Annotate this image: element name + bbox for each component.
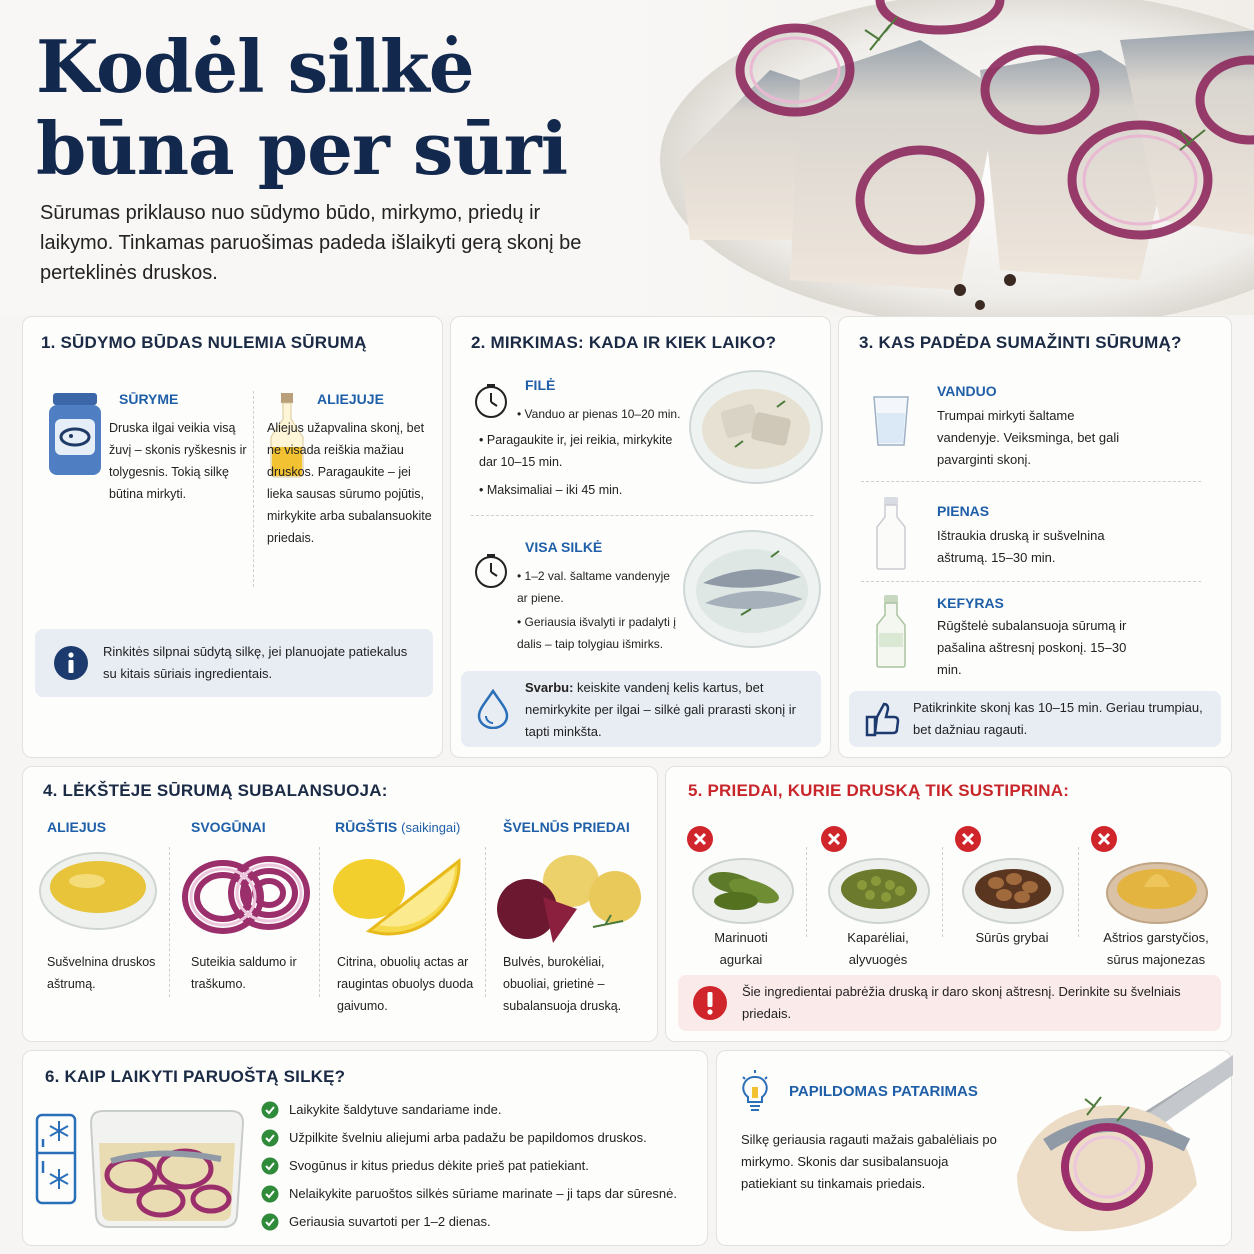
storage-item: Užpilkite švelniu aliejumi arba padažu be papildomos druskos. <box>289 1130 647 1145</box>
oil-heading: ALIEJUJE <box>317 391 384 407</box>
check-icon <box>261 1157 279 1175</box>
pickles-label: Marinuoti agurkai <box>714 930 768 967</box>
section5-warning-text: Šie ingredientai pabrėžia druską ir daro skonį aštresnį. Derinkite su švelniais priedais. <box>742 984 1181 1021</box>
check-icon <box>261 1101 279 1119</box>
fillet-bowl-image <box>687 367 825 493</box>
section-salt-enhancers <box>665 766 1232 1042</box>
fridge-icon <box>35 1113 77 1205</box>
whole-herring-bowl-image <box>681 525 823 653</box>
pickles-bowl-image <box>690 847 796 927</box>
section6-title: 6. KAIP LAIKYTI PARUOŠTĄ SILKĘ? <box>45 1067 346 1086</box>
storage-container-image <box>81 1103 251 1233</box>
section3-tip <box>849 691 1221 747</box>
check-icon <box>261 1185 279 1203</box>
section-storage <box>22 1050 708 1246</box>
herring-bite-on-fork-image <box>997 1055 1233 1245</box>
glass-icon <box>871 393 911 449</box>
remedy-divider <box>861 481 1201 482</box>
brine-text: Druska ilgai veikia visą žuvį – skonis ryškesnis ir tolygesnis. Tokią silkę būtina mirkyti. <box>109 421 247 501</box>
info-icon <box>53 645 89 681</box>
check-icon <box>261 1213 279 1231</box>
section5-warning <box>678 975 1221 1031</box>
section1-tip <box>35 629 433 697</box>
mustard-bowl-image <box>1104 847 1210 927</box>
kefir-bottle-icon <box>873 593 909 669</box>
mushrooms-label: Sūrūs grybai <box>975 930 1049 945</box>
jar-icon <box>47 391 103 477</box>
water-heading: VANDUO <box>937 383 997 399</box>
remedy-divider <box>861 581 1201 582</box>
water-text: Trumpai mirkyti šaltame vandenyje. Veiksminga, bet gali pavarginti skonį. <box>937 408 1120 467</box>
oil-text: Aliejus užapvalina skonį, bet ne visada reiškia mažiau druskos. Paragaukite – jei lieka sausas sūrumo pojūtis, mirkykite arba subalansuokite priedais. <box>267 421 432 545</box>
mushrooms-bowl-image <box>960 847 1066 927</box>
column-divider <box>806 847 807 937</box>
soak-note-text: Svarbu: keiskite vandenį kelis kartus, bet nemirkykite per ilgai – silkė gali prarasti skonį ir tapti minkšta. <box>525 680 796 739</box>
column-divider <box>942 847 943 937</box>
brine-heading: SŪRYME <box>119 391 179 407</box>
column-divider <box>1078 847 1079 937</box>
capers-bowl-image <box>826 847 932 927</box>
oil-balance-heading: ALIEJUS <box>47 819 107 835</box>
olive-oil-bowl-image <box>37 843 159 943</box>
fillet-heading: FILĖ <box>525 377 556 393</box>
mild-sides-heading: ŠVELNŪS PRIEDAI <box>503 819 630 835</box>
section-reduce-saltiness <box>838 316 1232 758</box>
clock-icon <box>473 383 509 419</box>
acid-heading: RŪGŠTIS (saikingai) <box>335 819 461 835</box>
section-soaking <box>450 316 831 758</box>
extra-tip-title: PAPILDOMAS PATARIMAS <box>789 1083 978 1100</box>
acid-text: Citrina, obuolių actas ar raugintas obuolys duoda gaivumo. <box>337 955 474 1013</box>
extra-tip-text: Silkę geriausia ragauti mažais gabalėliais po mirkymo. Skonis dar susibalansuoja patiekiant su tinkamais priedais. <box>741 1132 997 1191</box>
mustard-label: Aštrios garstyčios, sūrus majonezas <box>1103 930 1209 967</box>
capers-label: Kaparėliai, alyvuogės <box>847 930 909 967</box>
section-salting-method <box>22 316 443 758</box>
milk-heading: PIENAS <box>937 503 990 519</box>
storage-item: Svogūnus ir kitus priedus dėkite prieš pat patiekiant. <box>289 1158 589 1173</box>
kefir-text: Rūgštelė subalansuoja sūrumą ir pašalina aštresnį poskonį. 15–30 min. <box>937 618 1127 677</box>
section2-title: 2. MIRKIMAS: KADA IR KIEK LAIKO? <box>471 333 777 352</box>
lightbulb-icon <box>739 1069 771 1113</box>
section3-tip-text: Patikrinkite skonį kas 10–15 min. Geriau trumpiau, bet dažniau ragauti. <box>913 700 1203 737</box>
onion-text: Suteikia saldumo ir traškumo. <box>191 955 297 991</box>
whole-herring-heading: VISA SILKĖ <box>525 539 603 555</box>
storage-item: Nelaikykite paruoštos silkės sūriame marinate – ji taps dar sūresnė. <box>289 1186 678 1201</box>
section3-title: 3. KAS PADĖDA SUMAŽINTI SŪRUMĄ? <box>859 333 1182 352</box>
section1-tip-text: Rinkitės silpnai sūdytą silkę, jei planuojate patiekalus su kitais sūriais ingredientais. <box>103 644 408 681</box>
column-divider <box>319 847 320 997</box>
storage-item: Laikykite šaldytuve sandariame inde. <box>289 1102 502 1117</box>
fillet-bullet-3: • Maksimaliai – iki 45 min. <box>479 483 623 497</box>
beet-potato-image <box>493 847 643 947</box>
fillet-bullet-1: • Vanduo ar pienas 10–20 min. <box>517 403 687 425</box>
section-balance-on-plate <box>22 766 658 1042</box>
milk-bottle-icon <box>873 495 909 571</box>
soak-note <box>461 671 821 747</box>
page-title: Kodėl silkė būna per sūri <box>36 24 568 191</box>
section1-title: 1. SŪDYMO BŪDAS NULEMIA SŪRUMĄ <box>41 333 367 352</box>
clock-icon <box>473 553 509 589</box>
onion-heading: SVOGŪNAI <box>191 819 266 835</box>
water-drop-icon <box>475 689 511 729</box>
check-icon <box>261 1129 279 1147</box>
oil-balance-text: Sušvelnina druskos aštrumą. <box>47 955 156 991</box>
hero-section <box>0 0 1254 315</box>
page-subtitle: Sūrumas priklauso nuo sūdymo būdo, mirkymo, priedų ir laikymo. Tinkamas paruošimas padeda išlaikyti gerą skonį be perteklinės druskos. <box>40 202 582 284</box>
thumbs-up-icon <box>865 701 901 737</box>
column-divider <box>169 847 170 997</box>
milk-text: Ištraukia druską ir sušvelnina aštrumą. 15–30 min. <box>937 528 1105 565</box>
whole-bullet-1: • 1–2 val. šaltame vandenyje ar piene. <box>517 565 677 609</box>
column-divider <box>485 847 486 997</box>
onion-rings-image <box>177 847 313 943</box>
kefir-heading: KEFYRAS <box>937 595 1004 611</box>
fillet-bullet-2: • Paragaukite ir, jei reikia, mirkykite dar 10–15 min. <box>479 433 673 469</box>
column-divider <box>253 391 254 587</box>
mild-sides-text: Bulvės, burokėliai, obuoliai, grietinė – subalansuoja druską. <box>503 955 622 1013</box>
storage-item: Geriausia suvartoti per 1–2 dienas. <box>289 1214 491 1229</box>
section4-title: 4. LĖKŠTĖJE SŪRUMĄ SUBALANSUOJA: <box>43 781 388 800</box>
whole-bullet-2: • Geriausia išvalyti ir padalyti į dalis – taip tolygiau išmirks. <box>517 611 697 655</box>
section5-title: 5. PRIEDAI, KURIE DRUSKĄ TIK SUSTIPRINA: <box>688 781 1070 800</box>
section-extra-tip <box>716 1050 1232 1246</box>
lemon-image <box>329 841 469 941</box>
soak-divider <box>471 515 813 516</box>
exclamation-icon <box>692 985 728 1021</box>
herring-plate-image <box>620 0 1254 340</box>
